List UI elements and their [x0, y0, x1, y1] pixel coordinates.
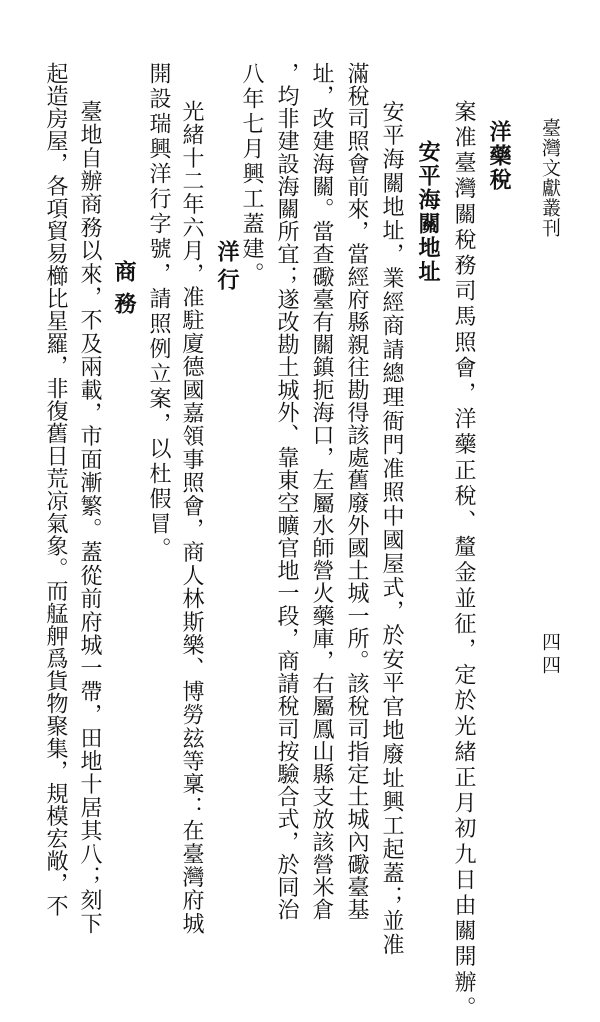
section-heading-yang-hang: 洋行	[214, 240, 240, 296]
text-column: ，均非建設海關所宜；遂改勘土城外、靠東空曠官地一段，商請稅司按驗合式，於同治	[274, 62, 299, 921]
text-column: 光緒十二年六月，准駐廈德國嘉領事照會，商人林斯樂、博勞玆等稟：在臺灣府城	[179, 100, 204, 936]
text-column: 開設瑞興洋行字號，請照例立案，以杜假冒。	[146, 62, 171, 562]
text-column: 臺地自辦商務以來，不及兩載，市面漸繁。蓋從前府城一帶，田地十居其八；刻下	[77, 100, 102, 936]
text-column: 起造房屋，各項貿易櫛比星羅，非復舊日荒凉氣象。而艋舺爲貨物聚集，規模宏敞，不	[43, 62, 68, 917]
text-column: 案准臺灣關稅務司馬照會，洋藥正稅、釐金並征，定於光緒正月初九日由關開辦。	[451, 100, 476, 1022]
series-title: 臺灣文獻叢刊	[539, 118, 561, 238]
text-column: 八年七月興工蓋建。	[239, 62, 264, 287]
text-column: 安平海關地址，業經商請總理衙門准照中國屋式，於安平官地廢址興工起蓋；並准	[379, 100, 404, 957]
section-heading-anping: 安平海關地址	[415, 140, 441, 284]
page-number: 四四	[539, 632, 561, 678]
text-column: 滿稅司照會前來，當經府縣親往勘得該處舊廢外國土城一所。該稅司指定土城內礮臺基	[344, 62, 369, 921]
section-heading-yang-yao-shui: 洋藥稅	[486, 120, 512, 192]
text-column: 址，改建海關。當查礮臺有關鎮扼海口，左屬水師營火藥庫，右屬鳳山縣支放該營米倉	[309, 62, 334, 921]
section-heading-shang-wu: 商務	[111, 260, 137, 324]
